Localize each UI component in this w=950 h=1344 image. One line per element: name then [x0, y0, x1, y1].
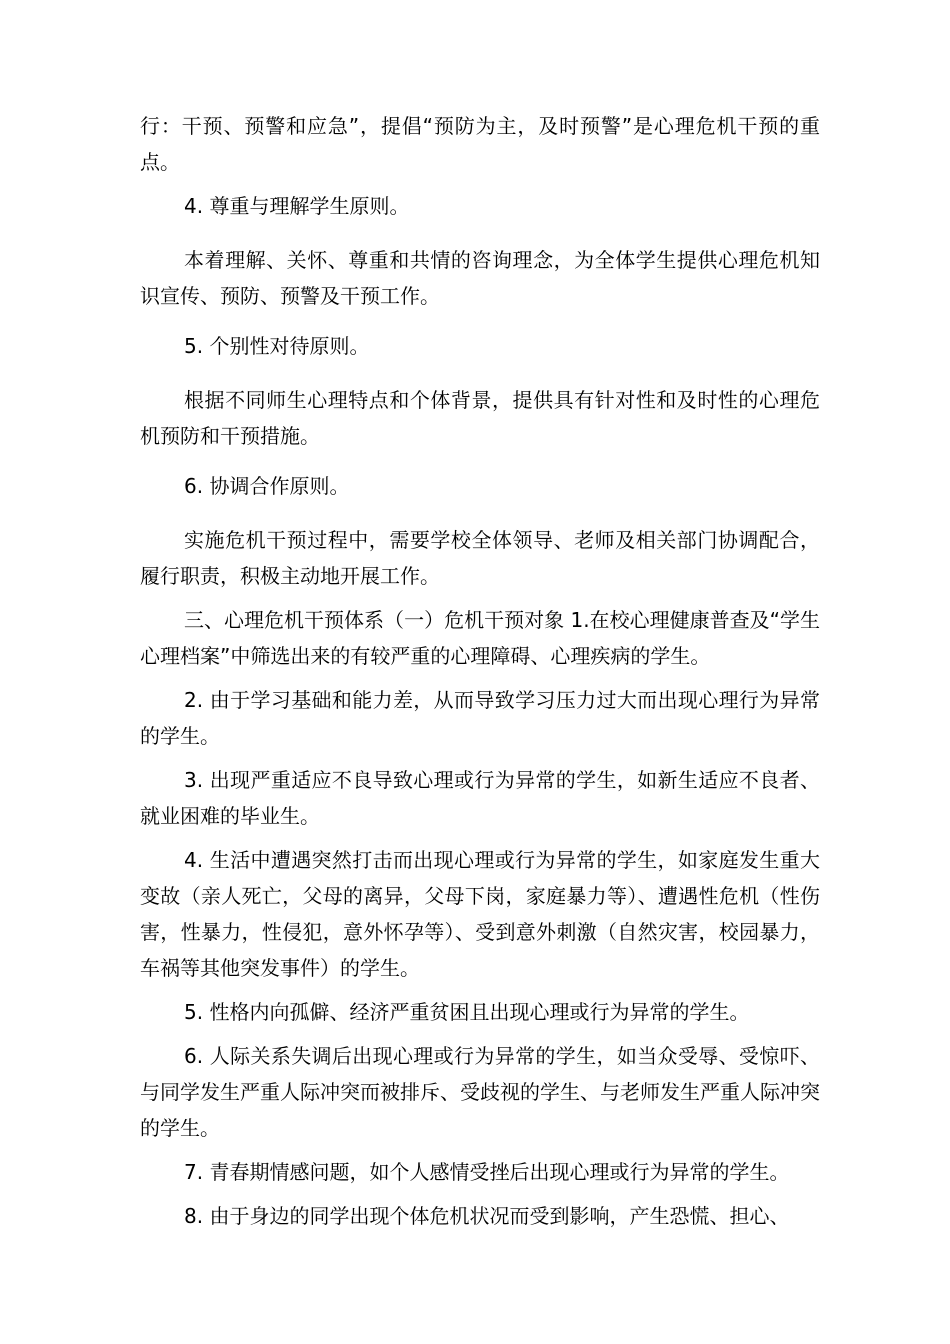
principle-4-body: 本着理解、关怀、尊重和共情的咨询理念，为全体学生提供心理危机知识宣传、预防、预警及干预工作。 — [140, 248, 820, 308]
principle-6-heading: 6. 协调合作原则。 — [184, 474, 350, 498]
section-3-intro: 三、心理危机干预体系（一）危机干预对象 1.在校心理健康普查及“学生心理档案”中筛选出来的有较严重的心理障碍、心理疾病的学生。 — [140, 608, 820, 668]
target-item-2: 2. 由于学习基础和能力差，从而导致学习压力过大而出现心理行为异常的学生。 — [140, 688, 820, 748]
target-item-5: 5. 性格内向孤僻、经济严重贫困且出现心理或行为异常的学生。 — [184, 1000, 750, 1024]
target-item-7: 7. 青春期情感问题，如个人感情受挫后出现心理或行为异常的学生。 — [184, 1160, 790, 1184]
principle-5-heading: 5. 个别性对待原则。 — [184, 334, 370, 358]
principle-5-body: 根据不同师生心理特点和个体背景，提供具有针对性和及时性的心理危机预防和干预措施。 — [140, 388, 820, 448]
paragraph-continuation: 行：干预、预警和应急”，提倡“预防为主，及时预警”是心理危机干预的重点。 — [140, 114, 820, 174]
target-item-8: 8. 由于身边的同学出现个体危机状况而受到影响，产生恐慌、担心、 — [184, 1204, 790, 1228]
document-body — [140, 108, 820, 1234]
principle-4-heading: 4. 尊重与理解学生原则。 — [184, 194, 410, 218]
target-item-6: 6. 人际关系失调后出现心理或行为异常的学生，如当众受辱、受惊吓、与同学发生严重人际冲突而被排斥、受歧视的学生、与老师发生严重人际冲突的学生。 — [140, 1044, 820, 1140]
target-item-4: 4. 生活中遭遇突然打击而出现心理或行为异常的学生，如家庭发生重大变故（亲人死亡，父母的离异，父母下岗，家庭暴力等）、遭遇性危机（性伤害，性暴力，性侵犯，意外怀孕等）、受到意外刺激（自然灾害，校园暴力，车祸等其他突发事件）的学生。 — [140, 848, 820, 980]
target-item-3: 3. 出现严重适应不良导致心理或行为异常的学生，如新生适应不良者、就业困难的毕业生。 — [140, 768, 820, 828]
principle-6-body: 实施危机干预过程中，需要学校全体领导、老师及相关部门协调配合，履行职责，积极主动地开展工作。 — [140, 528, 820, 588]
